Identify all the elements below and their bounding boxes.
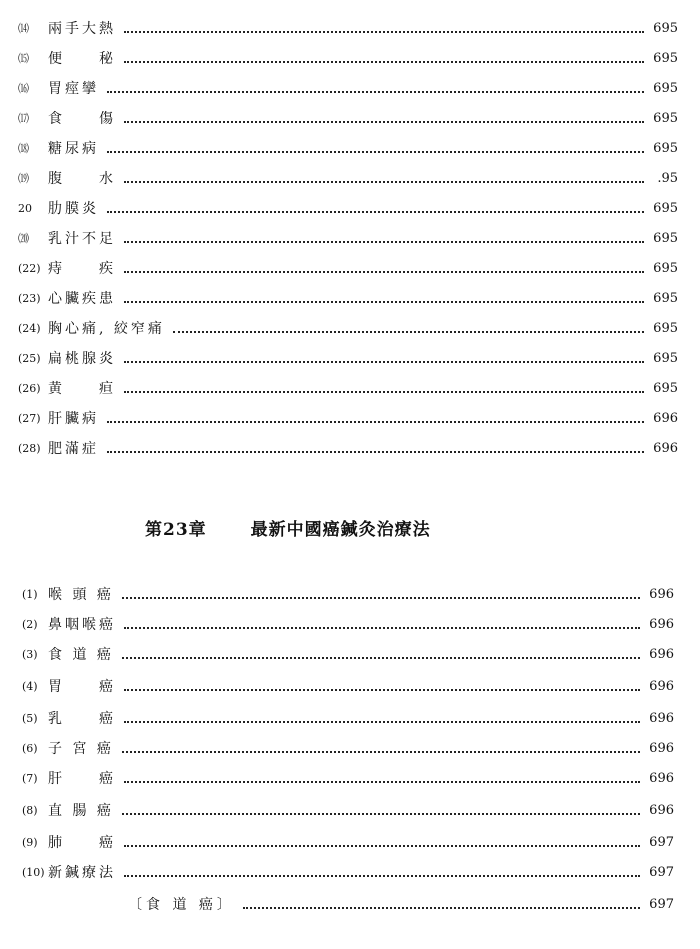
entry-title: 直 腸 癌	[48, 803, 114, 819]
entry-title: 乳汁不足	[48, 231, 116, 247]
entry-title: 新鍼療法	[48, 865, 116, 881]
entry-number: ⒇	[18, 232, 29, 245]
entry-number: (2)	[22, 617, 38, 631]
entry-page: .95	[657, 170, 678, 186]
entry-number: 20	[18, 201, 32, 215]
toc-entry	[22, 642, 674, 666]
toc-entry	[22, 766, 674, 790]
toc-sub-entry	[128, 892, 674, 916]
entry-page: 696	[649, 646, 674, 662]
entry-number: ⒄	[18, 112, 29, 125]
dot-leader	[124, 31, 644, 33]
entry-page: 695	[653, 380, 678, 396]
dot-leader	[124, 241, 644, 243]
entry-page: 695	[653, 320, 678, 336]
entry-number: (5)	[22, 711, 38, 725]
entry-page: 695	[653, 290, 678, 306]
dot-leader	[124, 391, 644, 393]
entry-title: 腹 水	[48, 171, 116, 187]
dot-leader	[122, 657, 640, 659]
toc-entry	[22, 830, 674, 854]
toc-entry	[18, 106, 678, 130]
entry-title: 胸心痛, 絞窄痛	[48, 321, 165, 337]
dot-leader	[124, 301, 644, 303]
toc-entry	[22, 582, 674, 606]
entry-page: 695	[653, 200, 678, 216]
dot-leader	[124, 627, 640, 629]
dot-leader	[107, 451, 644, 453]
entry-number: ⒅	[18, 142, 29, 155]
entry-number: (8)	[22, 803, 38, 817]
dot-leader	[122, 597, 640, 599]
toc-entry	[18, 46, 678, 70]
dot-leader	[122, 813, 640, 815]
entry-page: 696	[649, 586, 674, 602]
dot-leader	[173, 331, 644, 333]
toc-entry	[22, 798, 674, 822]
entry-number: (28)	[18, 441, 41, 455]
dot-leader	[124, 271, 644, 273]
toc-entry	[18, 256, 678, 280]
toc-entry	[22, 706, 674, 730]
entry-title: 肝臟病	[48, 411, 99, 427]
entry-number: (6)	[22, 741, 38, 755]
chapter-number: 第23章	[145, 520, 207, 540]
entry-title: 胃 癌	[48, 679, 116, 695]
toc-entry	[18, 196, 678, 220]
entry-page: 696	[649, 802, 674, 818]
entry-title: 扁桃腺炎	[48, 351, 116, 367]
toc-entry	[18, 376, 678, 400]
entry-title: 子 宮 癌	[48, 741, 114, 757]
entry-number: (22)	[18, 261, 41, 275]
dot-leader	[124, 181, 644, 183]
entry-number: ⒂	[18, 52, 29, 65]
entry-page: 696	[649, 770, 674, 786]
dot-leader	[124, 361, 644, 363]
dot-leader	[124, 61, 644, 63]
entry-page: 695	[653, 20, 678, 36]
entry-title: 糖尿病	[48, 141, 99, 157]
entry-page: 695	[653, 140, 678, 156]
sub-entry-title: 〔食 道 癌〕	[128, 897, 235, 913]
entry-number: (3)	[22, 647, 38, 661]
entry-title: 肥滿症	[48, 441, 99, 457]
entry-page: 695	[653, 110, 678, 126]
entry-number: (23)	[18, 291, 41, 305]
entry-title: 喉 頭 癌	[48, 587, 114, 603]
entry-page: 696	[649, 740, 674, 756]
toc-entry	[18, 346, 678, 370]
entry-page: 696	[649, 710, 674, 726]
entry-page: 696	[649, 616, 674, 632]
entry-title: 胃痙攣	[48, 81, 99, 97]
dot-leader	[107, 421, 644, 423]
dot-leader	[124, 875, 640, 877]
entry-number: (4)	[22, 679, 38, 693]
dot-leader	[124, 721, 640, 723]
toc-entry	[18, 76, 678, 100]
entry-number: (10)	[22, 865, 45, 879]
sub-entry-page: 697	[649, 896, 674, 912]
toc-entry	[22, 860, 674, 884]
entry-page: 695	[653, 230, 678, 246]
entry-title: 食 傷	[48, 111, 116, 127]
entry-title: 肝 癌	[48, 771, 116, 787]
dot-leader	[107, 91, 644, 93]
entry-number: (7)	[22, 771, 38, 785]
entry-number: (24)	[18, 321, 41, 335]
entry-title: 肋膜炎	[48, 201, 99, 217]
dot-leader	[124, 781, 640, 783]
toc-entry	[18, 286, 678, 310]
entry-page: 695	[653, 260, 678, 276]
chapter-heading	[145, 515, 431, 540]
entry-number: ⒆	[18, 172, 29, 185]
entry-title: 黄 疸	[48, 381, 116, 397]
toc-entry	[22, 674, 674, 698]
dot-leader	[124, 845, 640, 847]
entry-title: 食 道 癌	[48, 647, 114, 663]
entry-page: 695	[653, 80, 678, 96]
toc-entry	[18, 406, 678, 430]
toc-entry	[18, 136, 678, 160]
entry-title: 兩手大熱	[48, 21, 116, 37]
chapter-title: 最新中國癌鍼灸治療法	[250, 520, 431, 540]
entry-number: (9)	[22, 835, 38, 849]
entry-title: 痔 疾	[48, 261, 116, 277]
toc-entry	[18, 436, 678, 460]
toc-entry	[18, 16, 678, 40]
entry-page: 695	[653, 50, 678, 66]
dot-leader	[107, 211, 644, 213]
entry-page: 696	[653, 440, 678, 456]
entry-page: 696	[649, 678, 674, 694]
toc-entry	[18, 226, 678, 250]
dot-leader	[107, 151, 644, 153]
entry-number: ⒃	[18, 82, 29, 95]
entry-page: 695	[653, 350, 678, 366]
entry-number: (26)	[18, 381, 41, 395]
dot-leader	[124, 121, 644, 123]
entry-title: 心臟疾患	[48, 291, 116, 307]
entry-number: (25)	[18, 351, 41, 365]
entry-number: (1)	[22, 587, 38, 601]
entry-number: (27)	[18, 411, 41, 425]
entry-title: 鼻咽喉癌	[48, 617, 116, 633]
entry-page: 697	[649, 834, 674, 850]
entry-page: 697	[649, 864, 674, 880]
toc-entry	[18, 166, 678, 190]
entry-title: 便 秘	[48, 51, 116, 67]
toc-entry	[22, 612, 674, 636]
entry-title: 肺 癌	[48, 835, 116, 851]
dot-leader	[124, 689, 640, 691]
toc-entry	[22, 736, 674, 760]
toc-entry	[18, 316, 678, 340]
entry-title: 乳 癌	[48, 711, 116, 727]
dot-leader	[122, 751, 640, 753]
entry-page: 696	[653, 410, 678, 426]
dot-leader	[243, 907, 640, 909]
entry-number: ⒁	[18, 22, 29, 35]
